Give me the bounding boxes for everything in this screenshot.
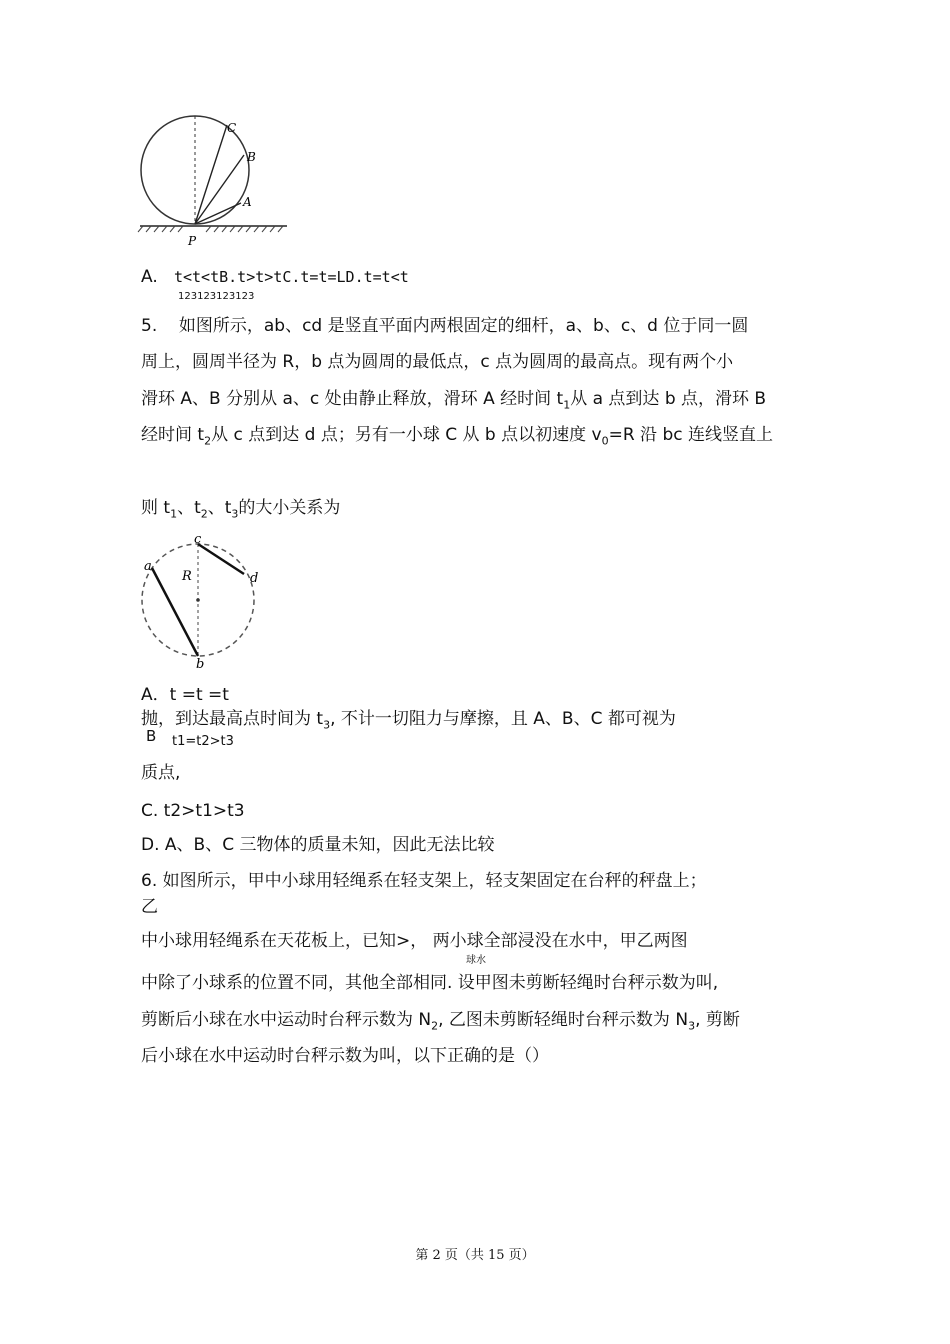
fig2-label-b: b bbox=[196, 657, 205, 672]
q5-line5: 则 $t_1$、$t_2$、$t_3$的大小关系为 bbox=[141, 498, 341, 521]
q6-line2: 中小球用轻绳系在天花板上，已知>， 两小球全部浸没在水中，甲乙两图 bbox=[141, 931, 688, 951]
q6-line1b: 乙 bbox=[141, 897, 158, 917]
q4-options: A. t<t<tB.t>t>tC.t=t=LD.t=t<t bbox=[141, 267, 409, 287]
q5-continuation: 抛，到达最高点时间为 $t_3$, 不计一切阻力与摩擦，且 A、B、C 都可视为 bbox=[141, 709, 676, 732]
fig1-label-c: C bbox=[227, 121, 237, 135]
fig1-label-a: A bbox=[243, 195, 252, 209]
q5-line4: 经时间 $t_2$从 c 点到达 d 点；另有一小球 C 从 b 点以初速度 $v_0=R$ 沿 bc 连线竖直上 bbox=[141, 425, 773, 448]
q5-option-b-text: t1=t2>t3 bbox=[172, 734, 234, 749]
fig2-label-r: R bbox=[182, 569, 192, 584]
q6-line2-sub: 球水 bbox=[466, 955, 486, 966]
q6-line3: 中除了小球系的位置不同，其他全部相同. 设甲图未剪断轻绳时台秤示数为叫, bbox=[141, 973, 719, 993]
q5-option-d: D. A、B、C 三物体的质量未知，因此无法比较 bbox=[141, 835, 495, 855]
q5-option-a: A．t =t =t bbox=[141, 685, 229, 705]
figure-circle-chords bbox=[135, 115, 305, 275]
q5-line1: 5. 如图所示，ab、cd 是竖直平面内两根固定的细杆，a、b、c、d 位于同一圆 bbox=[141, 316, 749, 336]
q4-subscripts: 123123123123 bbox=[178, 291, 255, 302]
q5-zhidian: 质点, bbox=[141, 763, 181, 783]
fig1-label-b: B bbox=[247, 150, 256, 164]
figure-dashed-circle bbox=[138, 532, 288, 672]
q5-line3: 滑环 A、B 分别从 a、c 处由静止释放，滑环 A 经时间 $t_1$从 a 点到达 b 点，滑环 B bbox=[141, 389, 767, 412]
q6-line5: 后小球在水中运动时台秤示数为叫，以下正确的是（） bbox=[141, 1046, 549, 1066]
q6-line1: 6. 如图所示，甲中小球用轻绳系在轻支架上，轻支架固定在台秤的秤盘上； bbox=[141, 871, 707, 891]
fig2-label-a: a bbox=[144, 559, 152, 574]
fig2-label-c: c bbox=[194, 532, 202, 547]
fig1-label-p: P bbox=[188, 234, 197, 248]
fig2-label-d: d bbox=[250, 571, 259, 586]
q5-line2: 周上，圆周半径为 R，b 点为圆周的最低点，c 点为圆周的最高点。现有两个小 bbox=[141, 352, 734, 372]
q5-option-b-letter: B bbox=[146, 727, 157, 745]
q6-line4: 剪断后小球在水中运动时台秤示数为 $N_2$, 乙图未剪断轻绳时台秤示数为 $N_3$, 剪断 bbox=[141, 1010, 740, 1033]
page-footer: 第 2 页（共 15 页） bbox=[415, 1248, 535, 1263]
q5-option-c: C. t2>t1>t3 bbox=[141, 801, 245, 821]
